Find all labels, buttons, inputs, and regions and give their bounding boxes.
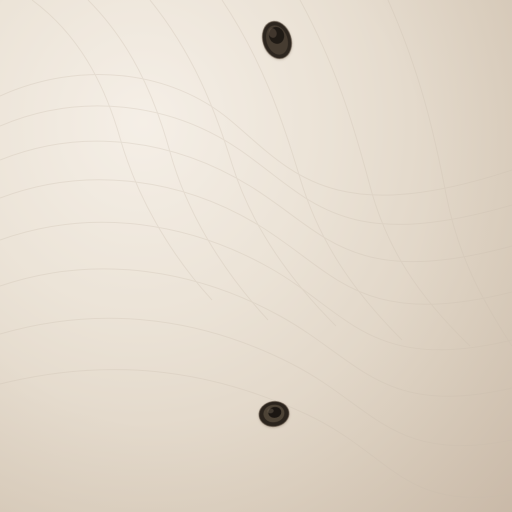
mounting-hole-icon [254,396,294,433]
